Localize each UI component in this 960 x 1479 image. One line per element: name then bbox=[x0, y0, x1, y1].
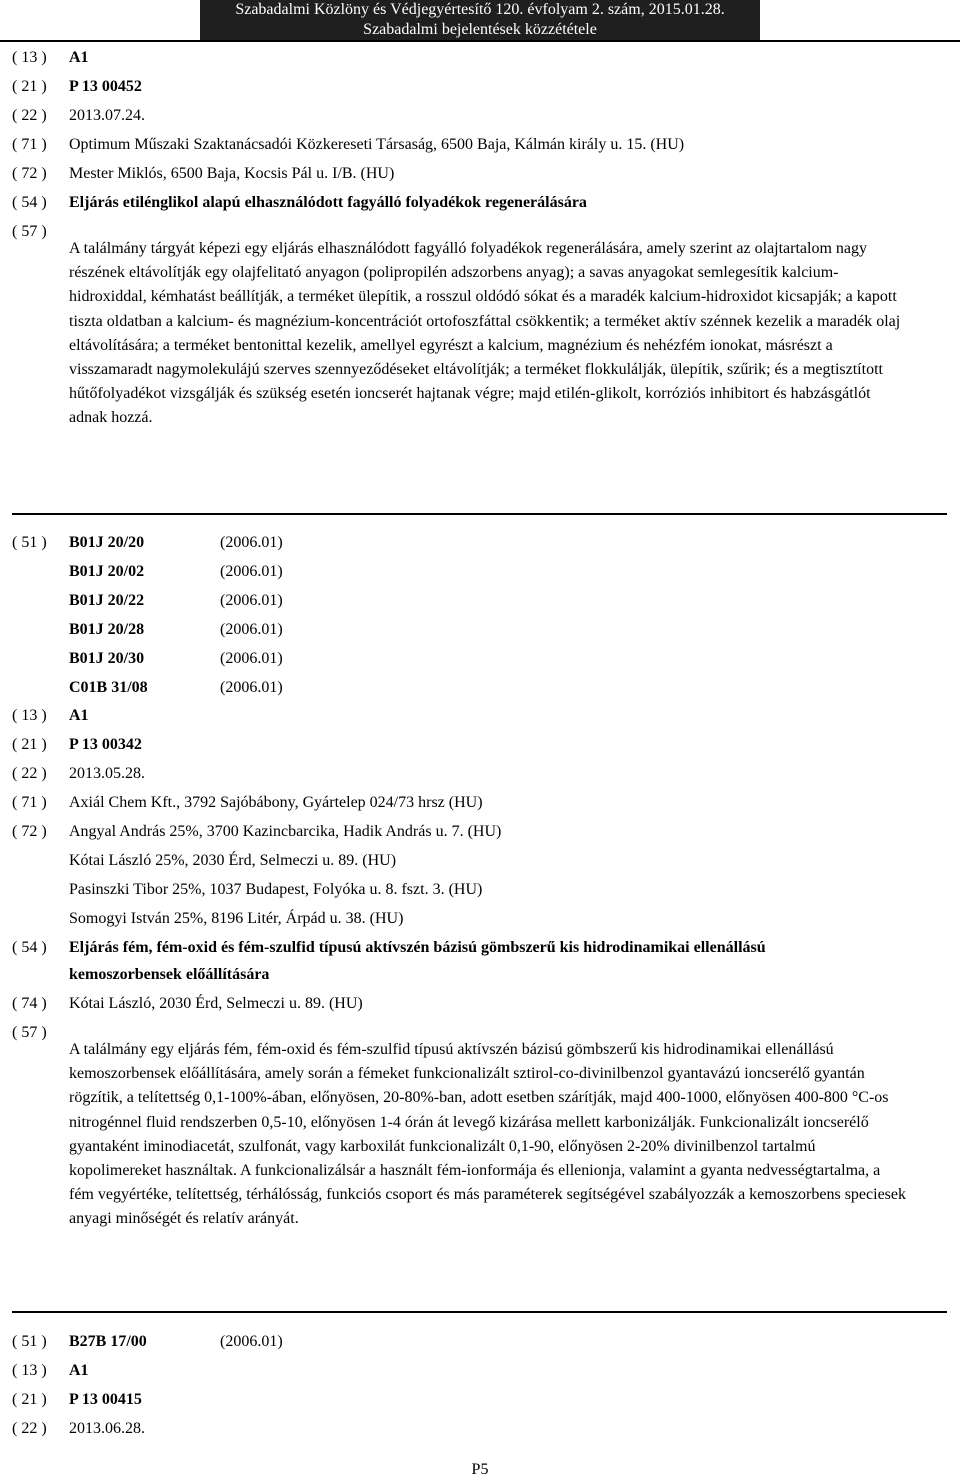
journal-title: Szabadalmi Közlöny és Védjegyértesítő 120. évfolyam 2. szám, 2015.01.28. bbox=[235, 1, 725, 18]
kind-code: A1 bbox=[69, 49, 89, 66]
entry2-inventor-row: ( 72 ) Angyal András 25%, 3700 Kazincbarcika, Hadik András u. 7. (HU) bbox=[12, 821, 68, 843]
entry2-applicant-row: ( 71 ) Axiál Chem Kft., 3792 Sajóbábony, Gyártelep 024/73 hrsz (HU) bbox=[12, 792, 68, 814]
applicant: Axiál Chem Kft., 3792 Sajóbábony, Gyártelep 024/73 hrsz (HU) bbox=[69, 794, 483, 811]
application-number: P 13 00415 bbox=[69, 1391, 142, 1408]
applicant: Optimum Műszaki Szaktanácsadói Közkereseti Társaság, 6500 Baja, Kálmán király u. 15. (HU) bbox=[69, 136, 685, 153]
invention-title-cont: kemoszorbensek előállítására bbox=[69, 966, 270, 983]
entry1-kind-row: ( 13 ) A1 bbox=[12, 47, 68, 69]
entry3-kind-row: ( 13 ) A1 bbox=[12, 1360, 68, 1382]
invention-title: Eljárás fém, fém-oxid és fém-szulfid típusú aktívszén bázisú gömbszerű kis hidrodinamikai ellenállású bbox=[69, 939, 766, 956]
kind-code: A1 bbox=[69, 1362, 89, 1379]
entry2-kind-row: ( 13 ) A1 bbox=[12, 705, 68, 727]
header-rule bbox=[0, 40, 960, 42]
application-number: P 13 00452 bbox=[69, 78, 142, 95]
entry2-attorney-row: ( 74 ) Kótai László, 2030 Érd, Selmeczi u. 89. (HU) bbox=[12, 993, 68, 1015]
entry1-abstract: A találmány tárgyát képezi egy eljárás elhasználódott fagyálló folyadékok regenerálására, amely szerint az olajtartalom nagy részének eltávolítják egy olajfelitató anyagon (polipropilén adszorbens anyag); a savas anyagokat semlegesítik kalcium-hidroxiddal, kémhatást beállítják, a terméket ülepítik, a rosszul oldódó sókat és a maradék kalcium-hidroxidot kicsapják; a kapott tiszta oldatban a kalcium- és magnézium-koncentrációt ortofoszfáttal csökkentik; a terméket aktív szénnek kezelik a maradék olaj eltávolítására; a terméket bentonittal kezelik, amellyel egyrészt a kalcium, magnézium és nehézfém ionokat, másrészt a visszamaradt nagymolekulájú szerves szennyeződéseket eltávolítják; a terméket flokkulálják, ülepítik, szűrik; és a megtisztított hűtőfolyadékot vizsgálják és szükség esetén ioncserét hajtanak végre; majd etilén-glikolt, korróziós inhibitort és habzásgátlót adnak hozzá. bbox=[69, 240, 901, 427]
entry2-ipc-code: ( 51 ) bbox=[12, 534, 47, 551]
entry1-inventor-row: ( 72 ) Mester Miklós, 6500 Baja, Kocsis Pál u. I/B. (HU) bbox=[12, 163, 68, 185]
inventor: Angyal András 25%, 3700 Kazincbarcika, Hadik András u. 7. (HU) bbox=[69, 823, 502, 840]
separator bbox=[12, 513, 947, 515]
entry2-abstract-code: ( 57 ) bbox=[12, 1024, 47, 1041]
inventor: Mester Miklós, 6500 Baja, Kocsis Pál u. I/B. (HU) bbox=[69, 165, 395, 182]
filing-date: 2013.05.28. bbox=[69, 765, 145, 782]
filing-date: 2013.06.28. bbox=[69, 1420, 145, 1437]
entry2-app-number-row: ( 21 ) P 13 00342 bbox=[12, 734, 68, 756]
filing-date: 2013.07.24. bbox=[69, 107, 145, 124]
inventor: Somogyi István 25%, 8196 Litér, Árpád u. 38. (HU) bbox=[69, 910, 404, 927]
entry2-title-row: ( 54 ) Eljárás fém, fém-oxid és fém-szulfid típusú aktívszén bázisú gömbszerű kis hidrodinamikai ellenállású bbox=[12, 937, 68, 959]
entry1-filing-date-row: ( 22 ) 2013.07.24. bbox=[12, 105, 68, 127]
entry3-ipc-row: ( 51 ) bbox=[12, 1333, 47, 1350]
attorney: Kótai László, 2030 Érd, Selmeczi u. 89. (HU) bbox=[69, 995, 363, 1012]
entry3-app-number-row: ( 21 ) P 13 00415 bbox=[12, 1389, 68, 1411]
kind-code: A1 bbox=[69, 707, 89, 724]
entry1-title-row: ( 54 ) Eljárás etilénglikol alapú elhasználódott fagyálló folyadékok regenerálására bbox=[12, 192, 68, 214]
page-number: P5 bbox=[471, 1461, 489, 1478]
entry3-filing-date-row: ( 22 ) 2013.06.28. bbox=[12, 1418, 68, 1440]
inventor: Kótai László 25%, 2030 Érd, Selmeczi u. 89. (HU) bbox=[69, 852, 397, 869]
invention-title: Eljárás etilénglikol alapú elhasználódott fagyálló folyadékok regenerálására bbox=[69, 194, 587, 211]
entry1-abstract-code: ( 57 ) bbox=[12, 223, 47, 240]
entry2-abstract: A találmány egy eljárás fém, fém-oxid és fém-szulfid típusú aktívszén bázisú gömbszerű kis hidrodinamikai ellenállású kemoszorbensek előállítására, amely során a fémeket funkcionalizált sztirol-co-divinilbenzol gyantavázú ioncserélő gyantán rögzítik, a telítettség 0,1-100%-ában, előnyösen, 20-80%-ban, adott esetben szárítják, majd 400-1000, előnyösen 400-800 °C-os nitrogénnel fluid rendszerben 0,5-10, előnyösen 1-4 órán át levegő kizárása mellett karbonizálják. Funkcionalizált ioncserélő gyantaként iminodiacetát, szulfonát, vagy karboxilát funkcionalizált 0,1-90, előnyösen 2-20% divinilbenzol tartalmú kopolimereket használtak. A funkcionalizálsár a használt fém-ionformája és ellenionja, valamint a gyanta nedvességtartalma, a fém vegyértéke, telítettség, térhálósság, funkciós csoport és más paraméterek segítségével szabályozzák a kemoszorbens speciesek anyagi minőségét és relatív arányát. bbox=[69, 1041, 907, 1228]
separator bbox=[12, 1311, 947, 1313]
application-number: P 13 00342 bbox=[69, 736, 142, 753]
entry2-filing-date-row: ( 22 ) 2013.05.28. bbox=[12, 763, 68, 785]
section-title: Szabadalmi bejelentések közzététele bbox=[363, 21, 597, 38]
inventor: Pasinszki Tibor 25%, 1037 Budapest, Folyóka u. 8. fszt. 3. (HU) bbox=[69, 881, 483, 898]
page-header bbox=[200, 0, 760, 42]
entry1-app-number-row: ( 21 ) P 13 00452 bbox=[12, 76, 68, 98]
entry1-applicant-row: ( 71 ) Optimum Műszaki Szaktanácsadói Közkereseti Társaság, 6500 Baja, Kálmán király u. 15. (HU) bbox=[12, 134, 68, 156]
